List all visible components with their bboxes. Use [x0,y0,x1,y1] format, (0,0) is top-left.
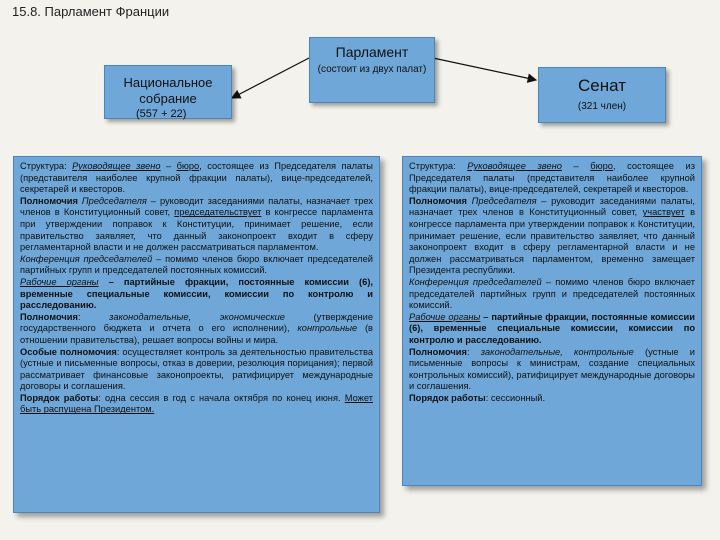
structure-label: Структура [20,161,65,171]
parliament-title: Парламент [335,44,409,60]
parliament-subtitle: (состоит из двух палат) [317,64,427,75]
working-bodies-label: Рабочие органы [409,311,481,322]
national-assembly-title: Национальное собрание [123,75,213,106]
powers-label: Полномочия [409,195,467,206]
structure-label: Структура [409,161,454,171]
arrow-to-national-assembly [232,58,309,98]
senate-details: Структура: Руководящее звено – бюро, состоящее из Председателя палаты (представителя наиболее крупной фракции палаты), вице-председателей, секретарей и квесторов. Полномочия Председателя – руководит заседаниями палаты, назначает трех членов в Конституционный совет, участвует в конгрессе парламента при утверждении поправок к Конституции, принимает решение, если правительство заявляет, что данный законопроект входит в сферу регламентарной власти и не должен рассматриваться парламентом, временно замещает Президента республики. Конференция председателей – помимо членов бюро включает председателей партийных групп и председателей постоянных комиссий. Рабочие органы – партийные фракции, постоянные комиссии (6), временные специальные комиссии, комиссии по контролю и расследованию. Полномочия: законодательные, контрольные (устные и письменные вопросы к министрам, создание специальных контрольных комиссий), ратифицирует международные договоры и соглашения. Порядок работы: сессионный. [402,156,702,486]
senate-seats: (321 член) [577,101,627,112]
working-bodies-label: Рабочие органы [20,276,99,287]
powers-label: Полномочия [20,195,78,206]
special-powers-label: Особые полномочия [20,346,117,357]
national-assembly-seats: (557 + 22) [136,108,187,120]
conference-label: Конференция председателей [409,276,542,287]
work-order-label: Порядок работы [409,392,486,403]
senate-title: Сенат [578,76,626,95]
parliament-box [309,37,435,103]
competence-label: Полномочия [20,311,78,322]
slide-title: 15.8. Парламент Франции [12,4,170,19]
conference-label: Конференция председателей [20,253,153,264]
competence-label: Полномочия [409,346,467,357]
arrow-to-senate [433,58,536,80]
national-assembly-details: Структура: Руководящее звено – бюро, состоящее из Председателя палаты (представителя наиболее крупной фракции палаты), вице-председателей, секретарей и квесторов. Полномочия Председателя – руководит заседаниями палаты, назначает трех членов в Конституционный совет, председательствует в конгрессе парламента при утверждении поправок к Конституции, принимает решение, если правительство заявляет, что данный законопроект входит в сферу регламентарной власти и не должен рассматриваться парламентом. Конференция председателей – помимо членов бюро включает председателей партийных групп и председателей постоянных комиссий. Рабочие органы – партийные фракции, постоянные комиссии (6), временные специальные комиссии, комиссии по контролю и расследованию. Полномочия: законодательные, экономические (утверждение государственного бюджета и отчета о его исполнении), контрольные (в отношении правительства), решает вопросы войны и мира. Особые полномочия: осуществляет контроль за деятельностью правительства (устные и письменные вопросы, отказ в доверии, резолюция порицания); первой рассматривает финансовые законопроекты, ратифицирует международные договоры и соглашения. Порядок работы: одна сессия в год с начала октября по конец июня. Может быть распущена Президентом. [13,156,380,513]
senate-box [538,67,666,123]
work-order-label: Порядок работы [20,392,99,403]
